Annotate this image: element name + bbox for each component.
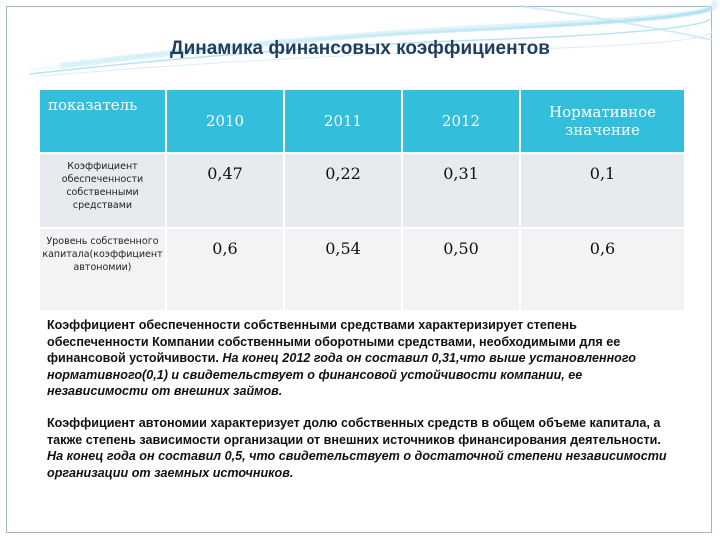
row-label: Коэффициент обеспеченности собственными средствами — [40, 153, 166, 228]
header-indicator: показатель — [40, 90, 166, 153]
row-label: Уровень собственного капитала(коэффициент автономии) — [40, 228, 166, 311]
paragraph-text-italic: На конец 2012 года он составил 0,31,что выше установленного нормативного(0,1) и свидетельствует о финансовой устойчивости компании, ее независимости от внешних займов. — [47, 351, 636, 398]
table-row — [40, 228, 685, 311]
table-header-row — [40, 90, 685, 153]
cell-2010: 0,6 — [166, 228, 284, 311]
cell-2012: 0,50 — [402, 228, 520, 311]
header-2010: 2010 — [166, 90, 284, 153]
cell-2011: 0,54 — [284, 228, 402, 311]
header-2011: 2011 — [284, 90, 402, 153]
header-norm: Нормативное значение — [520, 90, 685, 153]
paragraph-text-italic: На конец года он составил 0,5, что свидетельствует о достаточной степени независимости организации от заемных источников. — [47, 449, 667, 480]
header-2012: 2012 — [402, 90, 520, 153]
cell-norm: 0,1 — [520, 153, 685, 228]
paragraph-autonomy-ratio — [47, 415, 677, 481]
page-title: Динамика финансовых коэффициентов — [170, 38, 550, 59]
table-row — [40, 153, 685, 228]
cell-2012: 0,31 — [402, 153, 520, 228]
metrics-table — [40, 90, 686, 312]
paragraph-autonomy-coverage — [47, 317, 677, 400]
paragraph-text: Коэффициент обеспеченности собственными средствами характеризирует степень обеспеченности Компании собственными оборотными средствами, необходимыми для ее финансовой устойчивости. — [47, 318, 621, 365]
paragraph-text: Коэффициент автономии характеризует долю собственных средств в общем объеме капитала, а также степень зависимости организации от внешних источников финансирования деятельности. — [47, 416, 661, 447]
cell-2011: 0,22 — [284, 153, 402, 228]
cell-norm: 0,6 — [520, 228, 685, 311]
cell-2010: 0,47 — [166, 153, 284, 228]
